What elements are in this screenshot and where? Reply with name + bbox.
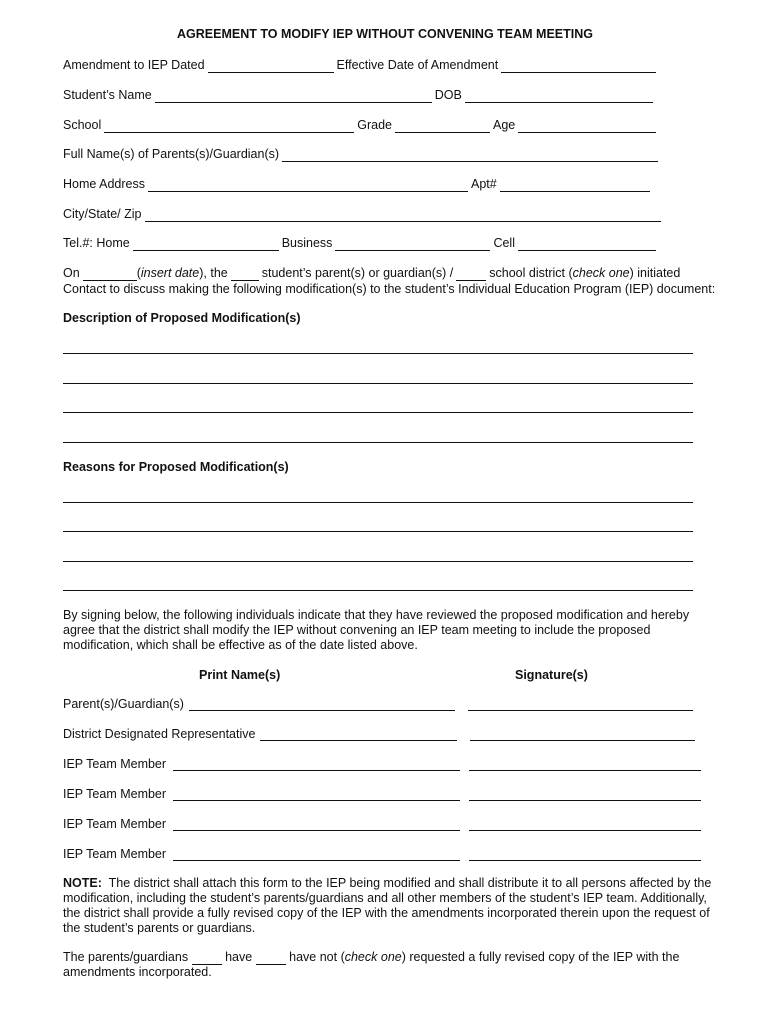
dob-field[interactable] [465, 89, 653, 103]
parents-names-label: Full Name(s) of Parents(s)/Guardian(s) [63, 147, 280, 161]
initiation-line-2 [63, 281, 715, 297]
parent-option-label: student’s parent(s) or guardian(s) / [261, 266, 454, 280]
home-address-label: Home Address [63, 177, 145, 191]
home-address-field[interactable] [148, 178, 468, 192]
print-name-field[interactable] [260, 740, 457, 741]
city-row [63, 206, 661, 222]
initiation-date-field[interactable] [83, 267, 137, 281]
city-state-zip-field[interactable] [145, 208, 661, 222]
effective-date-field[interactable] [501, 59, 656, 73]
parents-names-field[interactable] [282, 148, 658, 162]
signature-row-label: IEP Team Member [63, 847, 167, 861]
on-label: On [63, 266, 80, 280]
print-name-field[interactable] [173, 770, 460, 771]
student-name-label: Student’s Name [63, 88, 152, 102]
age-field[interactable] [518, 119, 656, 133]
city-state-zip-label: City/State/ Zip [63, 207, 142, 221]
amendment-dated-label: Amendment to IEP Dated [63, 58, 205, 72]
cell-field[interactable] [518, 237, 656, 251]
student-name-field[interactable] [155, 89, 432, 103]
tel-home-field[interactable] [133, 237, 279, 251]
description-heading: Description of Proposed Modification(s) [63, 311, 301, 325]
note-paragraph [63, 876, 723, 936]
effective-date-label: Effective Date of Amendment [336, 58, 499, 72]
school-row [63, 117, 656, 133]
reasons-line-4[interactable] [63, 590, 693, 591]
description-line-4[interactable] [63, 442, 693, 443]
signature-row-label: IEP Team Member [63, 817, 167, 831]
signature-field[interactable] [469, 770, 701, 771]
initiation-line-1: On (insert date), the student’s parent(s) or guardian(s) / school district (check one) initiated [63, 266, 681, 280]
grade-field[interactable] [395, 119, 490, 133]
age-label: Age [492, 118, 516, 132]
signature-field[interactable] [469, 860, 701, 861]
signature-row-label: IEP Team Member [63, 757, 167, 771]
signature-row-label: District Designated Representative [63, 727, 256, 741]
print-name-field[interactable] [173, 830, 460, 831]
final-text-2: have [225, 950, 253, 964]
signature-row-label: IEP Team Member [63, 787, 167, 801]
final-text-1: The parents/guardians [63, 950, 189, 964]
final-text-3: have not ( [289, 950, 345, 964]
signature-row [63, 756, 166, 772]
signatures-header: Signature(s) [515, 668, 588, 682]
tel-home-label: Tel.#: Home [63, 236, 130, 250]
initiated-text: ) initiated [629, 266, 681, 280]
reasons-heading: Reasons for Proposed Modification(s) [63, 460, 289, 474]
district-option-label: school district ( [489, 266, 573, 280]
revised-copy-have-not-checkbox[interactable] [256, 951, 286, 965]
signature-row [63, 816, 166, 832]
revised-copy-have-checkbox[interactable] [192, 951, 222, 965]
apt-label: Apt# [470, 177, 497, 191]
amendment-dated-field[interactable] [208, 59, 334, 73]
initiation-line-2-text: Contact to discuss making the following modification(s) to the student’s Individual Education Program (IEP) document: [63, 282, 716, 296]
parents-names-row [63, 146, 658, 162]
grade-label: Grade [357, 118, 392, 132]
signature-field[interactable] [468, 710, 693, 711]
signature-field[interactable] [469, 830, 701, 831]
school-field[interactable] [104, 119, 354, 133]
description-line-3[interactable] [63, 412, 693, 413]
reasons-line-3[interactable] [63, 561, 693, 562]
description-line-1[interactable] [63, 353, 693, 354]
address-row [63, 176, 650, 192]
signature-row-label: Parent(s)/Guardian(s) [63, 697, 184, 711]
business-field[interactable] [335, 237, 490, 251]
print-name-field[interactable] [173, 800, 460, 801]
insert-date-hint: insert date [140, 266, 200, 280]
signing-paragraph: By signing below, the following individuals indicate that they have reviewed the proposed modification and hereby agree that the district shall modify the IEP without convening an IEP team meeting to include the proposed modification, which shall be effective as of the date listed above. [63, 608, 690, 652]
dob-label: DOB [434, 88, 462, 102]
final-check-one-hint: check one [344, 950, 402, 964]
signature-field[interactable] [470, 740, 695, 741]
reasons-line-2[interactable] [63, 531, 693, 532]
final-text-4: ) requested a fully revised copy of the IEP with the amendments incorporated. [63, 950, 680, 979]
signature-row [63, 846, 166, 862]
note-text: The district shall attach this form to the IEP being modified and shall distribute it to all persons affected by the modification, including the student’s parents/guardians and all other members of the student’s IEP team. Additionally, the district shall provide a fully revised copy of the IEP with the amendments incorporated therein upon the request of the student’s parents or guardians. [63, 876, 712, 935]
district-initiated-checkbox[interactable] [456, 267, 486, 281]
business-label: Business [281, 236, 333, 250]
signature-field[interactable] [469, 800, 701, 801]
phone-row [63, 235, 656, 251]
signature-row [63, 726, 255, 742]
the-text: ), the [199, 266, 228, 280]
student-name-row [63, 87, 653, 103]
final-paragraph [63, 950, 723, 980]
cell-label: Cell [493, 236, 515, 250]
print-name-field[interactable] [173, 860, 460, 861]
signature-row [63, 786, 166, 802]
apt-field[interactable] [500, 178, 650, 192]
school-label: School [63, 118, 102, 132]
amendment-row [63, 57, 656, 73]
form-title: AGREEMENT TO MODIFY IEP WITHOUT CONVENING TEAM MEETING [177, 27, 593, 41]
reasons-line-1[interactable] [63, 502, 693, 503]
description-line-2[interactable] [63, 383, 693, 384]
parent-initiated-checkbox[interactable] [231, 267, 259, 281]
print-names-header: Print Name(s) [199, 668, 281, 682]
signature-row [63, 696, 184, 712]
note-label: NOTE: [63, 876, 102, 890]
print-name-field[interactable] [189, 710, 455, 711]
check-one-hint: check one [572, 266, 630, 280]
